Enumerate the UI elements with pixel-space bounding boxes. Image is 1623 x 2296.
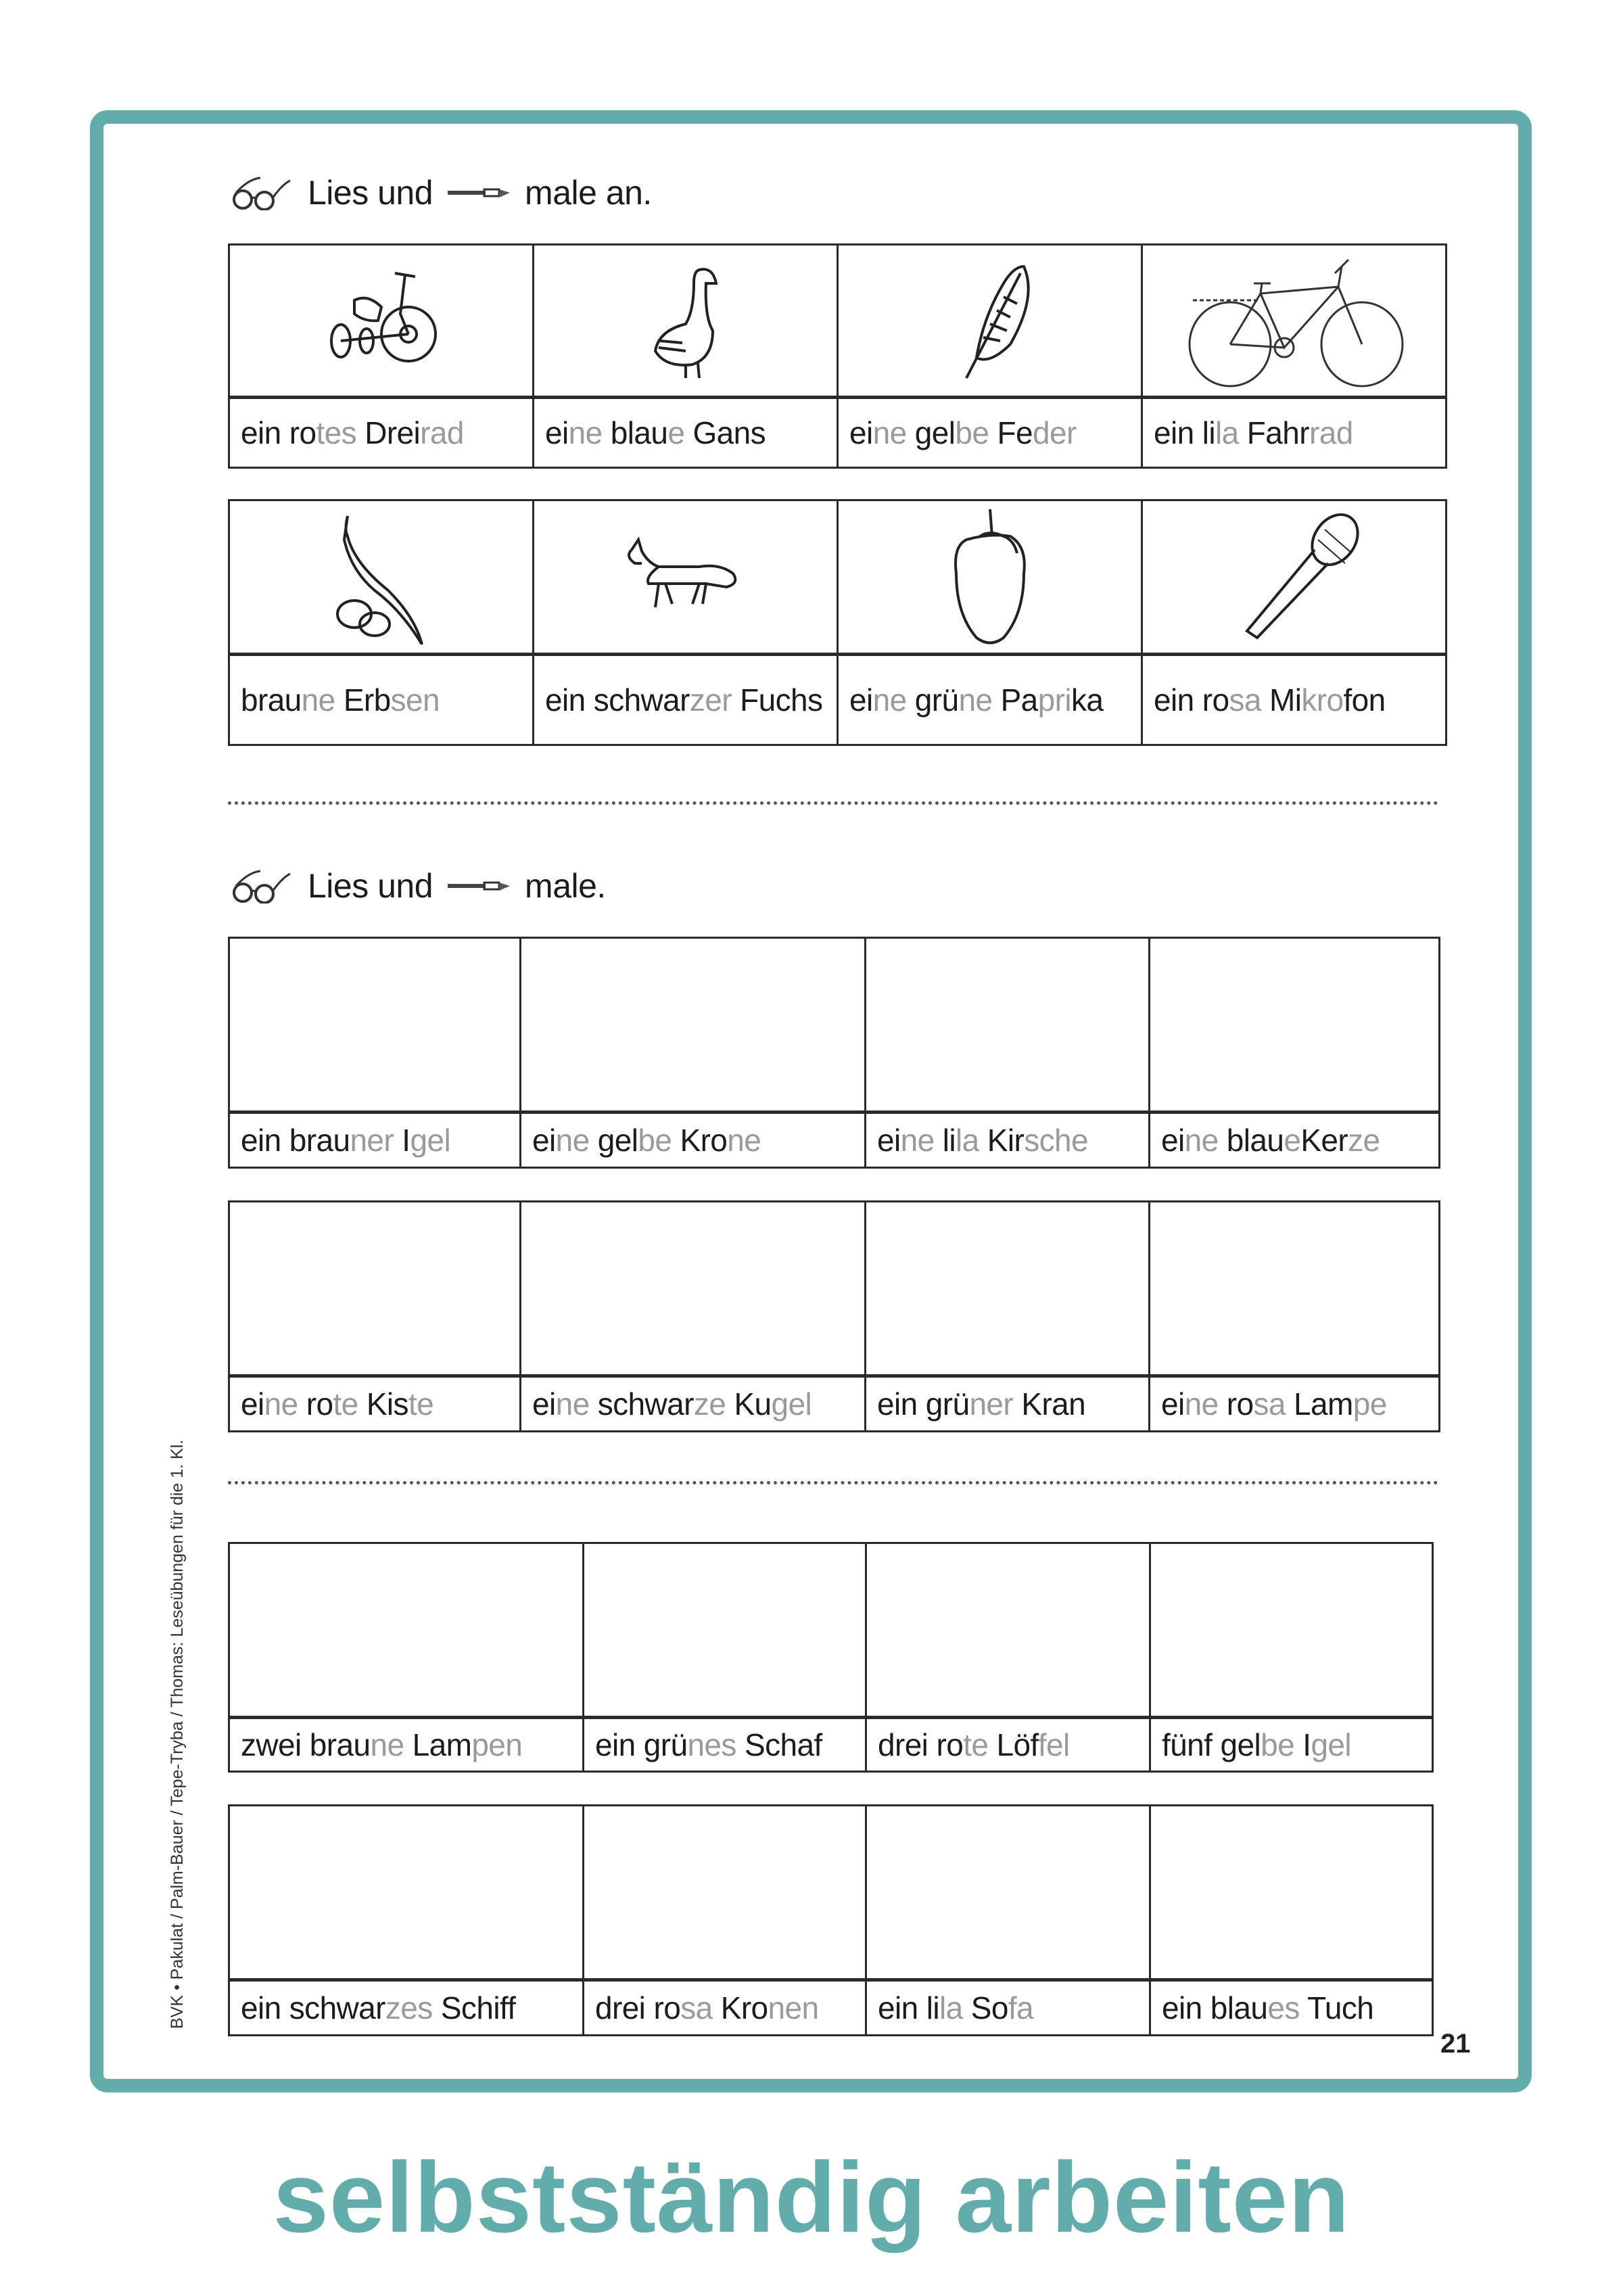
fox-drawing	[618, 536, 753, 617]
syllable-grey: ne	[555, 1386, 590, 1422]
picture-cell[interactable]	[229, 245, 534, 398]
syllable-grey: sa	[1229, 682, 1261, 718]
syllable-grey: e	[1284, 1122, 1301, 1158]
syllable-grey: ne	[301, 682, 335, 718]
syllable-dark: ei	[1161, 1386, 1185, 1422]
word-label	[521, 1376, 866, 1432]
drawing-table-1	[228, 937, 1440, 1169]
drawing-box[interactable]	[584, 1543, 866, 1718]
instruction-text-paint: male.	[525, 867, 606, 905]
syllable-grey: tes	[316, 415, 357, 450]
syllable-dark: Drei	[356, 415, 421, 450]
syllable-dark: ro	[298, 1386, 333, 1422]
word-label	[1150, 1980, 1433, 2036]
drawing-box[interactable]	[229, 1202, 521, 1376]
instruction-text-read: Lies und	[308, 867, 433, 905]
syllable-dark: Schiff	[432, 1990, 516, 2025]
feather-drawing	[936, 256, 1044, 385]
drawing-table-4	[228, 1804, 1434, 2036]
syllable-dark: li	[934, 1122, 956, 1158]
syllable-dark: zwei brau	[241, 1727, 371, 1762]
goose-drawing	[618, 256, 753, 385]
syllable-grey: te	[333, 1386, 358, 1422]
syllable-grey: kro	[1301, 682, 1344, 718]
syllable-dark: Pa	[992, 682, 1038, 718]
syllable-dark: ei	[545, 415, 569, 450]
word-label	[521, 1112, 866, 1168]
word-label	[866, 1376, 1150, 1432]
syllable-dark: drei ro	[595, 1990, 681, 2025]
drawing-box[interactable]	[584, 1806, 866, 1980]
word-label	[229, 1980, 584, 2036]
syllable-grey: ner	[350, 1122, 394, 1158]
syllable-grey: ne	[568, 415, 603, 450]
syllable-dark: ein li	[1154, 415, 1216, 450]
syllable-grey: fel	[1037, 1727, 1070, 1762]
syllable-dark: ei	[849, 682, 873, 718]
syllable-grey: sa	[680, 1990, 713, 2025]
syllable-grey: ne	[264, 1386, 298, 1422]
syllable-dark: Gans	[684, 415, 766, 450]
syllable-grey: sche	[1024, 1122, 1088, 1158]
syllable-grey: gel	[410, 1122, 451, 1158]
syllable-grey: fa	[1008, 1990, 1034, 2025]
word-label	[866, 1980, 1150, 2036]
syllable-grey: ne	[555, 1122, 590, 1158]
syllable-grey: rad	[1309, 415, 1353, 450]
syllable-grey: ne	[1184, 1122, 1219, 1158]
syllable-grey: be	[1261, 1727, 1295, 1762]
syllable-grey: ne	[872, 415, 907, 450]
word-label	[1150, 1718, 1433, 1772]
syllable-grey: te	[963, 1727, 989, 1762]
syllable-grey: pri	[1037, 682, 1071, 718]
syllable-grey: ze	[1348, 1122, 1380, 1158]
syllable-dark: ein schwar	[545, 682, 690, 718]
drawing-table-2	[228, 1200, 1440, 1432]
syllable-dark: ein grü	[877, 1386, 970, 1422]
picture-table-2	[228, 499, 1447, 746]
syllable-dark: brau	[241, 682, 302, 718]
instruction-text-paint: male an.	[525, 174, 652, 212]
syllable-grey: te	[408, 1386, 434, 1422]
word-label	[229, 1376, 521, 1432]
syllable-dark: Kir	[979, 1122, 1025, 1158]
word-label	[1150, 1376, 1440, 1432]
word-label	[1142, 655, 1446, 745]
publisher-credit: BVK • Pakulat / Palm-Bauer / Tepe-Tryba / Thomas: Leseübungen für die 1. Kl.	[168, 1439, 187, 2029]
picture-cell[interactable]	[1142, 245, 1446, 398]
syllable-grey: be	[955, 415, 989, 450]
bicycle-drawing	[1179, 253, 1409, 388]
syllable-grey: gel	[771, 1386, 812, 1422]
syllable-grey: la	[1215, 415, 1239, 450]
glasses-icon	[228, 868, 296, 904]
syllable-dark: I	[1294, 1727, 1311, 1762]
syllable-grey: ne	[1184, 1386, 1219, 1422]
syllable-dark: ei	[241, 1386, 264, 1422]
syllable-dark: ei	[877, 1122, 901, 1158]
drawing-box[interactable]	[866, 1202, 1150, 1376]
syllable-dark: schwar	[589, 1386, 694, 1422]
syllable-grey: ne	[727, 1122, 761, 1158]
syllable-dark: Fuchs	[731, 682, 823, 718]
glasses-icon	[228, 175, 296, 210]
picture-cell[interactable]	[838, 500, 1142, 655]
syllable-dark: Kran	[1013, 1386, 1086, 1422]
syllable-dark: fünf gel	[1162, 1727, 1261, 1762]
syllable-grey: nen	[768, 1990, 819, 2025]
drawing-box[interactable]	[229, 938, 521, 1112]
syllable-dark: gel	[589, 1122, 638, 1158]
syllable-dark: Schaf	[736, 1727, 822, 1762]
picture-table-1	[228, 243, 1447, 469]
microphone-drawing	[1220, 509, 1369, 645]
syllable-dark: Lam	[1285, 1386, 1353, 1422]
word-label	[584, 1980, 866, 2036]
drawing-box[interactable]	[866, 938, 1150, 1112]
syllable-dark: Lam	[404, 1727, 472, 1762]
syllable-grey: be	[638, 1122, 672, 1158]
syllable-grey: e	[667, 415, 685, 450]
syllable-dark: fon	[1343, 682, 1386, 718]
syllable-dark: Erb	[335, 682, 391, 718]
word-label	[229, 1718, 584, 1772]
syllable-dark: Mi	[1261, 682, 1302, 718]
syllable-dark: blau	[602, 415, 668, 450]
word-label	[229, 1112, 521, 1168]
word-label	[229, 398, 534, 468]
drawing-box[interactable]	[1150, 938, 1440, 1112]
syllable-dark: Löf	[988, 1727, 1038, 1762]
syllable-dark: ein brau	[241, 1122, 350, 1158]
picture-cell[interactable]	[838, 245, 1142, 398]
syllable-grey: ne	[872, 682, 907, 718]
syllable-grey: zer	[689, 682, 732, 718]
brush-icon	[445, 876, 513, 896]
drawing-box[interactable]	[521, 1202, 866, 1376]
syllable-grey: rad	[420, 415, 464, 450]
syllable-dark: ein schwar	[241, 1990, 385, 2025]
syllable-dark: ein ro	[1154, 682, 1229, 718]
syllable-dark: ei	[849, 415, 873, 450]
syllable-grey: zes	[385, 1990, 433, 2025]
syllable-dark: ka	[1071, 682, 1104, 718]
syllable-grey: ze	[693, 1386, 726, 1422]
syllable-dark: Ker	[1300, 1122, 1348, 1158]
drawing-box[interactable]	[866, 1543, 1150, 1718]
word-label	[838, 655, 1142, 745]
drawing-box[interactable]	[521, 938, 866, 1112]
instruction-section-2	[228, 862, 606, 910]
syllable-grey: la	[956, 1122, 979, 1158]
syllable-dark: Kis	[358, 1386, 408, 1422]
word-label	[838, 398, 1142, 468]
syllable-grey: pen	[471, 1727, 523, 1762]
syllable-dark: Fe	[989, 415, 1033, 450]
word-label	[229, 655, 534, 745]
syllable-grey: sen	[390, 682, 440, 718]
syllable-grey: der	[1033, 415, 1077, 450]
instruction-text-read: Lies und	[308, 174, 433, 212]
pepper-drawing	[939, 506, 1041, 648]
syllable-dark: So	[962, 1990, 1008, 2025]
picture-cell[interactable]	[1142, 500, 1446, 655]
drawing-box[interactable]	[1150, 1202, 1440, 1376]
word-label	[1150, 1112, 1440, 1168]
word-label	[584, 1718, 866, 1772]
page-number: 21	[1440, 2029, 1471, 2059]
brush-icon	[445, 183, 513, 203]
syllable-grey: ne	[958, 682, 993, 718]
picture-cell[interactable]	[534, 245, 838, 398]
tricycle-drawing	[314, 260, 449, 381]
word-label	[1142, 398, 1446, 468]
drawing-box[interactable]	[229, 1543, 584, 1718]
syllable-dark: Fahr	[1238, 415, 1309, 450]
syllable-grey: la	[939, 1990, 963, 2025]
syllable-dark: Kro	[712, 1990, 768, 2025]
drawing-table-3	[228, 1542, 1434, 1773]
syllable-dark: ein li	[878, 1990, 940, 2025]
syllable-dark: gel	[906, 415, 956, 450]
syllable-grey: sa	[1253, 1386, 1286, 1422]
picture-cell[interactable]	[229, 500, 534, 655]
word-label	[866, 1718, 1150, 1772]
syllable-dark: ei	[532, 1386, 556, 1422]
syllable-grey: gel	[1311, 1727, 1352, 1762]
syllable-dark: I	[394, 1122, 410, 1158]
word-label	[534, 398, 838, 468]
syllable-dark: drei ro	[878, 1727, 964, 1762]
dotted-separator	[228, 1481, 1438, 1484]
syllable-dark: Tuch	[1299, 1990, 1374, 2025]
syllable-dark: grü	[906, 682, 959, 718]
syllable-grey: ne	[370, 1727, 404, 1762]
syllable-grey: es	[1267, 1990, 1300, 2025]
syllable-dark: ein grü	[595, 1727, 688, 1762]
syllable-grey: ne	[900, 1122, 935, 1158]
drawing-box[interactable]	[1150, 1543, 1433, 1718]
syllable-dark: Kro	[672, 1122, 728, 1158]
picture-cell[interactable]	[534, 500, 838, 655]
syllable-grey: pe	[1352, 1386, 1387, 1422]
syllable-dark: ein blau	[1162, 1990, 1268, 2025]
dotted-separator	[228, 801, 1438, 805]
footer-title: selbstständig arbeiten	[273, 2142, 1350, 2253]
syllable-dark: blau	[1218, 1122, 1284, 1158]
word-label	[866, 1112, 1150, 1168]
drawing-box[interactable]	[229, 1806, 584, 1980]
peas-drawing	[314, 509, 449, 645]
syllable-dark: ein ro	[241, 415, 316, 450]
instruction-section-1	[228, 169, 652, 216]
syllable-dark: ro	[1218, 1386, 1254, 1422]
syllable-grey: nes	[687, 1727, 736, 1762]
syllable-dark: ei	[532, 1122, 556, 1158]
drawing-box[interactable]	[1150, 1806, 1433, 1980]
word-label	[534, 655, 838, 745]
syllable-dark: Ku	[726, 1386, 772, 1422]
syllable-grey: ner	[969, 1386, 1014, 1422]
syllable-dark: ei	[1161, 1122, 1185, 1158]
drawing-box[interactable]	[866, 1806, 1150, 1980]
